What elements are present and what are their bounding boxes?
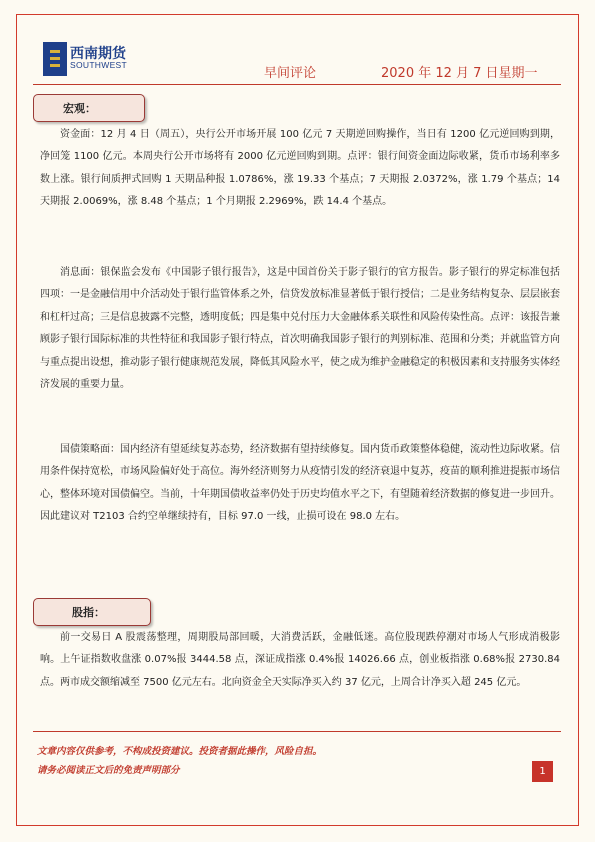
logo-cn-text: 西南期货: [70, 46, 126, 62]
header-divider: [33, 84, 561, 85]
logo-mark-icon: [43, 42, 67, 76]
paragraph-stock-index: 前一交易日 A 股震荡整理，周期股局部回暖，大消费活跃，金融低迷。高位股现跌停潮对市场人气形成消极影响。上午证指数收盘涨 0.07%报 3444.58 点，深证成指涨 0.4%报 14026.66 点，创业板指涨 0.68%报 2730.84 点。两市成交额缩减至 7500 亿元左右。北向资金全天实际净买入约 37 亿元，上周合计净买入超 245 亿元。: [40, 632, 560, 688]
footer-divider: [33, 731, 561, 732]
logo-en-text: SOUTHWEST: [70, 60, 128, 70]
paragraph-funding: 资金面：12 月 4 日（周五），央行公开市场开展 100 亿元 7 天期逆回购操作，当日有 1200 亿元逆回购到期，净回笼 1100 亿元。本周央行公开市场将有 2000 亿元逆回购到期。点评：银行间资金面边际收紧，货币市场利率多数上涨。银行间质押式回购 1 天期品种报 1.0786%，涨 19.33 个基点；7 天期报 2.0372%，涨 1.79 个基点；14 天期报 2.0069%，涨 8.48 个基点；1 个月期报 2.2969%，跌 14.4 个基点。: [40, 129, 560, 208]
report-title: 早间评论: [264, 66, 317, 81]
disclaimer-line-2: 请务必阅读正文后的免责声明部分: [37, 765, 180, 776]
macro-section-label: 宏观：: [63, 102, 96, 115]
stock-section-label: 股指：: [72, 606, 105, 619]
page-number-badge: 1: [532, 761, 553, 782]
report-date: 2020 年 12 月 7 日星期一: [381, 66, 538, 81]
southwest-futures-logo: [43, 42, 127, 76]
paragraph-bond-strategy: 国债策略面：国内经济有望延续复苏态势，经济数据有望持续修复。国内货币政策整体稳健，流动性边际收紧。信用条件保持宽松，市场风险偏好处于高位。海外经济则努力从疫情引发的经济衰退中复苏，疫苗的顺利推进提振市场信心，整体环境对国债偏空。当前，十年期国债收益率仍处于历史均值水平之下，有望随着经济数据的修复进一步回升。因此建议对 T2103 合约空单继续持有，目标 97.0 一线，止损可设在 98.0 左右。: [40, 444, 560, 523]
paragraph-news: 消息面：银保监会发布《中国影子银行报告》，这是中国首份关于影子银行的官方报告。影子银行的界定标准包括四项：一是金融信用中介活动处于银行监管体系之外，信贷发放标准显著低于银行授信；二是业务结构复杂、层层嵌套和杠杆过高；三是信息披露不完整，透明度低；四是集中兑付压力大金融体系关联性和风险传染性高。点评：该报告兼顾影子银行国际标准的共性特征和我国影子银行特点，首次明确我国影子银行的判别标准、范围和分类；并就监管方向与重点提出设想，推动影子银行健康规范发展，降低其风险水平，使之成为维护金融稳定的积极因素和支持服务实体经济发展的重要力量。: [40, 267, 560, 391]
disclaimer-line-1: 文章内容仅供参考，不构成投资建议。投资者据此操作，风险自担。: [37, 746, 323, 757]
